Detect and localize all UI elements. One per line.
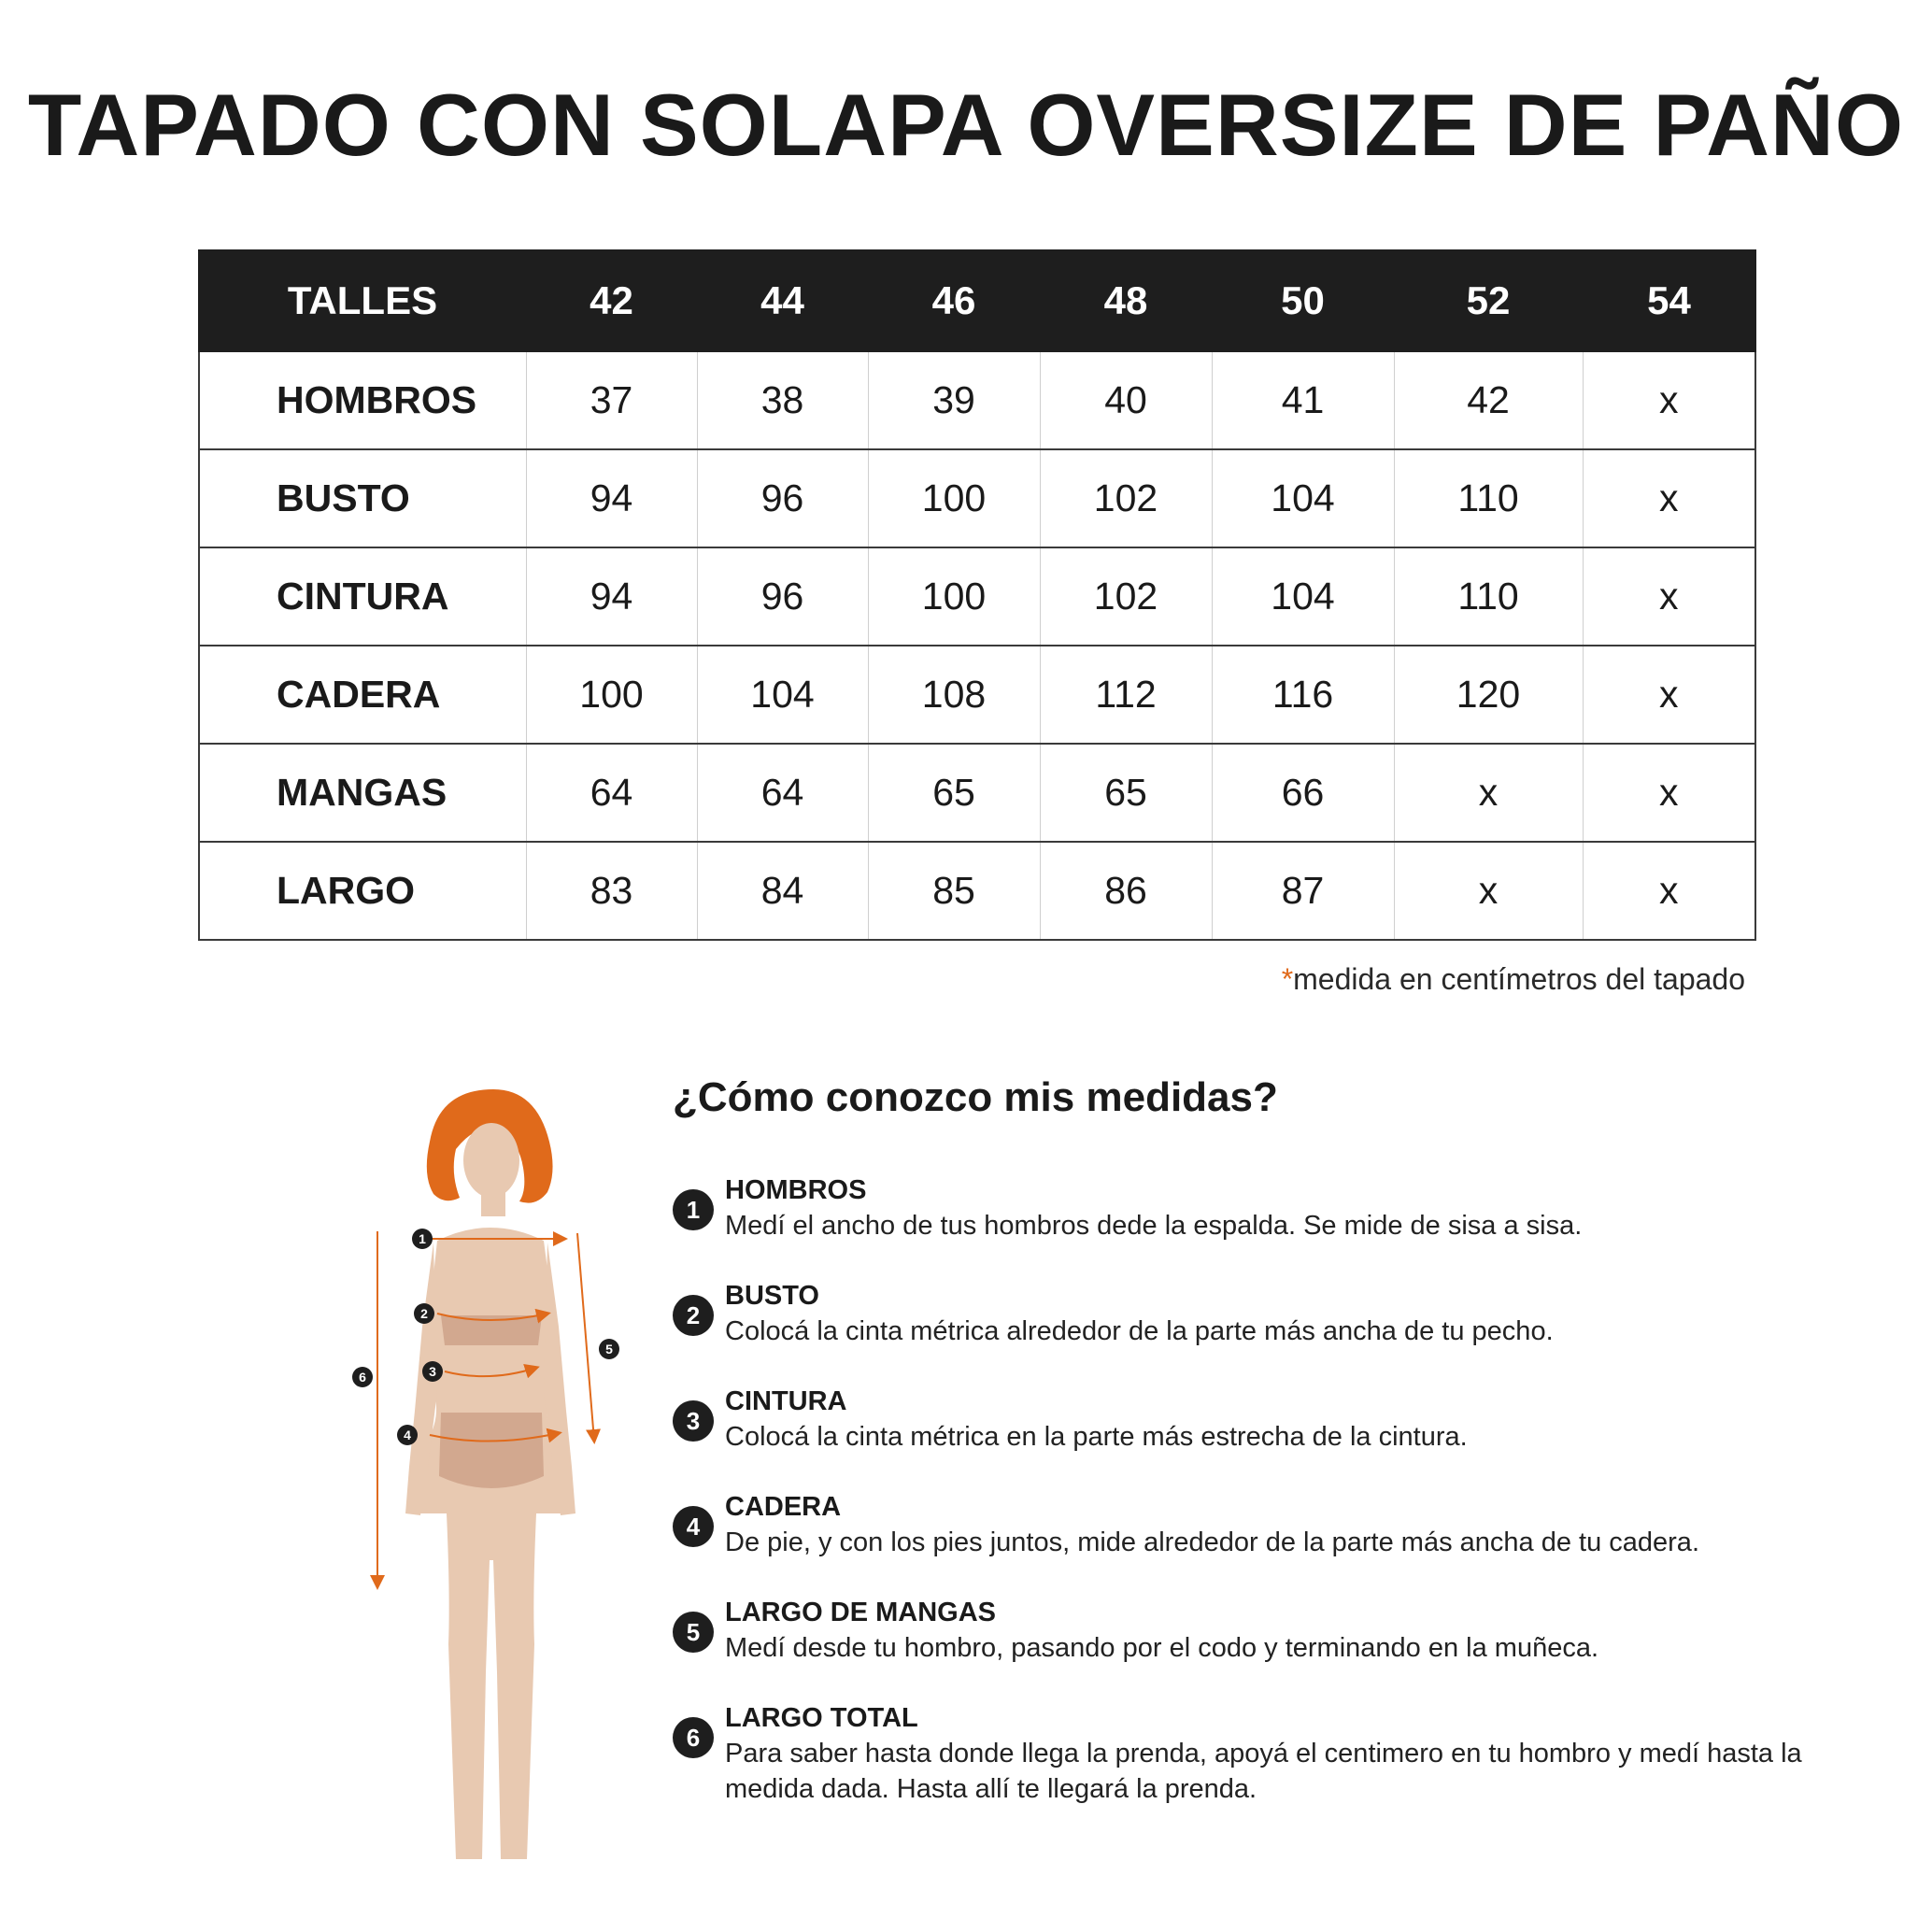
figure-marker-5 [599,1339,619,1359]
table-header-row [199,250,1755,351]
table-cell: 94 [526,547,697,646]
table-cell: 102 [1040,449,1212,547]
table-cell: 96 [697,449,868,547]
table-row [199,547,1755,646]
table-cell: 42 [1394,351,1583,449]
step-number-badge: 1 [673,1189,714,1230]
table-cell: x [1583,744,1755,842]
table-cell: 112 [1040,646,1212,744]
row-label: CADERA [199,646,526,744]
row-label: BUSTO [199,449,526,547]
table-cell: x [1583,547,1755,646]
table-cell: 65 [1040,744,1212,842]
table-cell: x [1394,842,1583,940]
table-cell: 40 [1040,351,1212,449]
step-number-badge: 3 [673,1400,714,1442]
step-number-badge: 6 [673,1717,714,1758]
table-cell: 104 [1212,547,1394,646]
footnote-text: medida en centímetros del tapado [1293,962,1745,996]
table-cell: x [1394,744,1583,842]
table-cell: 84 [697,842,868,940]
table-row [199,449,1755,547]
step-title: HOMBROS [725,1175,867,1205]
table-cell: 87 [1212,842,1394,940]
step-description: Medí el ancho de tus hombros dede la espalda. Se mide de sisa a sisa. [725,1211,1583,1241]
figure-marker-4 [397,1425,418,1445]
svg-text:6: 6 [359,1370,366,1385]
table-cell: 65 [868,744,1040,842]
table-cell: 116 [1212,646,1394,744]
svg-text:2: 2 [420,1306,428,1321]
step-item [673,1384,1850,1455]
page-title: TAPADO CON SOLAPA OVERSIZE DE PAÑO [27,76,1905,174]
step-description: Medí desde tu hombro, pasando por el codo y terminando en la muñeca. [725,1633,1599,1663]
table-cell: 66 [1212,744,1394,842]
step-title: LARGO DE MANGAS [725,1598,996,1627]
table-cell: 96 [697,547,868,646]
row-label: MANGAS [199,744,526,842]
body-measurement-figure [336,1074,635,1878]
step-item [673,1489,1850,1560]
step-number-badge: 5 [673,1612,714,1653]
step-title: LARGO TOTAL [725,1703,918,1733]
svg-text:5: 5 [605,1342,613,1357]
table-row [199,646,1755,744]
footnote-asterisk: * [1281,962,1294,996]
step-title: CADERA [725,1492,842,1522]
guide-title: ¿Cómo conozco mis medidas? [673,1074,1278,1120]
svg-text:1: 1 [419,1231,426,1246]
table-cell: 104 [1212,449,1394,547]
table-cell: x [1583,351,1755,449]
step-item [673,1172,1850,1243]
table-cell: 64 [526,744,697,842]
svg-text:3: 3 [429,1364,436,1379]
step-description: Colocá la cinta métrica alrededor de la parte más ancha de tu pecho. [725,1316,1554,1346]
step-number-badge: 2 [673,1295,714,1336]
step-item [673,1700,1850,1807]
face [463,1123,519,1198]
step-number-badge: 4 [673,1506,714,1547]
table-cell: 120 [1394,646,1583,744]
table-row [199,744,1755,842]
row-label: CINTURA [199,547,526,646]
step-description: Colocá la cinta métrica en la parte más estrecha de la cintura. [725,1422,1468,1452]
table-cell: 100 [526,646,697,744]
table-cell: 110 [1394,547,1583,646]
table-cell: 37 [526,351,697,449]
header-cell: 46 [868,250,1040,351]
step-title: CINTURA [725,1386,847,1416]
row-label: LARGO [199,842,526,940]
body-silhouette [405,1168,575,1859]
table-cell: 104 [697,646,868,744]
step-title: BUSTO [725,1281,819,1311]
header-cell: TALLES [199,250,526,351]
step-description: De pie, y con los pies juntos, mide alrededor de la parte más ancha de tu cadera. [725,1527,1699,1557]
header-cell: 54 [1583,250,1755,351]
figure-marker-2 [414,1303,434,1324]
table-cell: 100 [868,449,1040,547]
table-cell: 38 [697,351,868,449]
table-cell: 108 [868,646,1040,744]
table-cell: 83 [526,842,697,940]
table-row [199,842,1755,940]
figure-marker-1 [412,1229,433,1249]
table-cell: x [1583,646,1755,744]
table-cell: 100 [868,547,1040,646]
row-label: HOMBROS [199,351,526,449]
table-cell: 110 [1394,449,1583,547]
header-cell: 44 [697,250,868,351]
table-cell: 102 [1040,547,1212,646]
svg-text:4: 4 [404,1428,411,1442]
figure-marker-3 [422,1361,443,1382]
table-cell: 85 [868,842,1040,940]
table-footnote [1282,962,1745,997]
header-cell: 52 [1394,250,1583,351]
table-cell: 86 [1040,842,1212,940]
step-item [673,1595,1850,1666]
header-cell: 48 [1040,250,1212,351]
size-table [198,249,1756,941]
header-cell: 50 [1212,250,1394,351]
table-cell: x [1583,842,1755,940]
table-cell: 41 [1212,351,1394,449]
header-cell: 42 [526,250,697,351]
measurement-steps [673,1172,1850,1841]
table-cell: x [1583,449,1755,547]
table-row [199,351,1755,449]
table-cell: 39 [868,351,1040,449]
figure-marker-6 [352,1367,373,1387]
step-item [673,1278,1850,1349]
table-cell: 94 [526,449,697,547]
step-description: Para saber hasta donde llega la prenda, apoyá el centimero en tu hombro y medí hasta la medida dada. Hasta allí te llegará la prenda. [725,1739,1802,1804]
table-cell: 64 [697,744,868,842]
